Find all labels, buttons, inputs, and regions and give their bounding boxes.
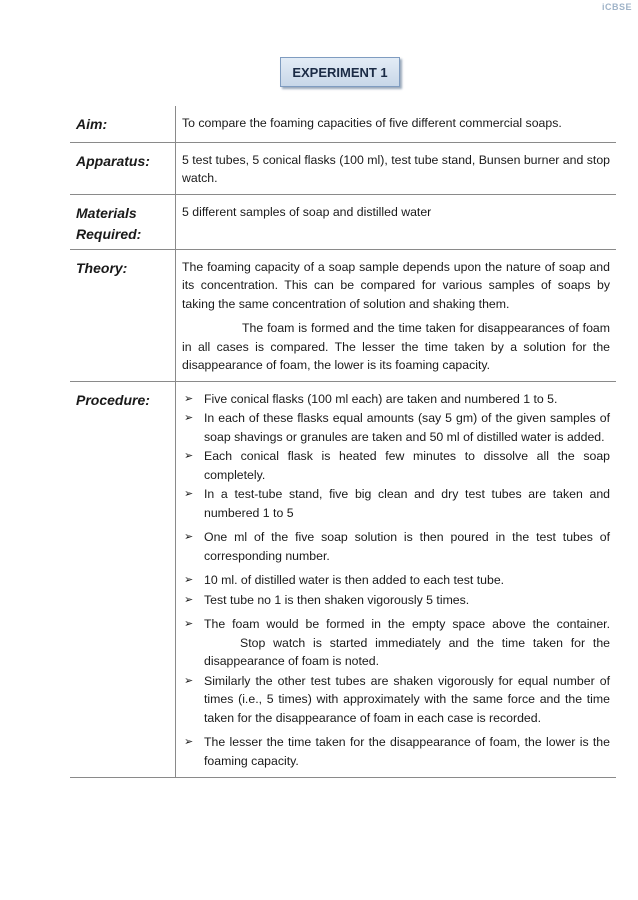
procedure-step (182, 615, 610, 671)
theory-row (70, 249, 616, 381)
theory-content (176, 249, 617, 381)
procedure-step: ➢ Five conical flasks (100 ml each) are taken and numbered 1 to 5. (182, 390, 610, 409)
procedure-step: ➢ The lesser the time taken for the disappearance of foam, the lower is the foaming capacity. (182, 733, 610, 770)
procedure-step: ➢ Similarly the other test tubes are shaken vigorously for equal number of times (i.e., 5 times) with approximately with the same force and the time taken for the disappearance of foam in each case is recorded. (182, 672, 610, 728)
procedure-step: ➢ In each of these flasks equal amounts (say 5 gm) of the given samples of soap shavings or granules are taken and 50 ml of distilled water is added. (182, 409, 610, 446)
procedure-row (70, 381, 616, 778)
apparatus-label: Apparatus: (70, 142, 176, 194)
aim-text: To compare the foaming capacities of five different commercial soaps. (182, 116, 562, 130)
theory-label: Theory: (70, 249, 176, 381)
apparatus-text: 5 test tubes, 5 conical flasks (100 ml), test tube stand, Bunsen burner and stop watch. (182, 152, 610, 185)
procedure-step: ➢ 10 ml. of distilled water is then added to each test tube. (182, 571, 610, 590)
materials-row (70, 194, 616, 249)
experiment-title: EXPERIMENT 1 (280, 57, 400, 87)
materials-label: Materials Required: (70, 194, 176, 249)
aim-row (70, 106, 616, 142)
procedure-step: ➢ In a test-tube stand, five big clean and dry test tubes are taken and numbered 1 to 5 (182, 485, 610, 522)
theory-paragraph-2: The foam is formed and the time taken for disappearances of foam in all cases is compared. The lesser the time taken by a solution for the disappearance of foam, the lower is its foaming capacity. (182, 321, 610, 372)
experiment-table (70, 106, 616, 778)
apparatus-row (70, 142, 616, 194)
procedure-step: ➢ Test tube no 1 is then shaken vigorously 5 times. (182, 591, 610, 610)
procedure-list (182, 390, 610, 771)
procedure-step: ➢ Each conical flask is heated few minutes to dissolve all the soap completely. (182, 447, 610, 484)
aim-label: Aim: (70, 106, 176, 142)
materials-text: 5 different samples of soap and distilled water (182, 204, 432, 219)
procedure-label: Procedure: (70, 381, 176, 778)
procedure-step: ➢ One ml of the five soap solution is then poured in the test tubes of corresponding number. (182, 528, 610, 565)
site-logo: iCBSE (601, 2, 632, 12)
procedure-content (176, 381, 617, 778)
theory-paragraph-1: The foaming capacity of a soap sample depends upon the nature of soap and its concentration. This can be compared for various samples of soaps by taking the same concentration of solution and shaking them. (182, 259, 610, 311)
procedure-step-text: The foam would be formed in the empty space above the container. (204, 617, 610, 631)
procedure-step-continuation: Stop watch is started immediately and the time taken for the disappearance of foam is noted. (204, 635, 610, 668)
